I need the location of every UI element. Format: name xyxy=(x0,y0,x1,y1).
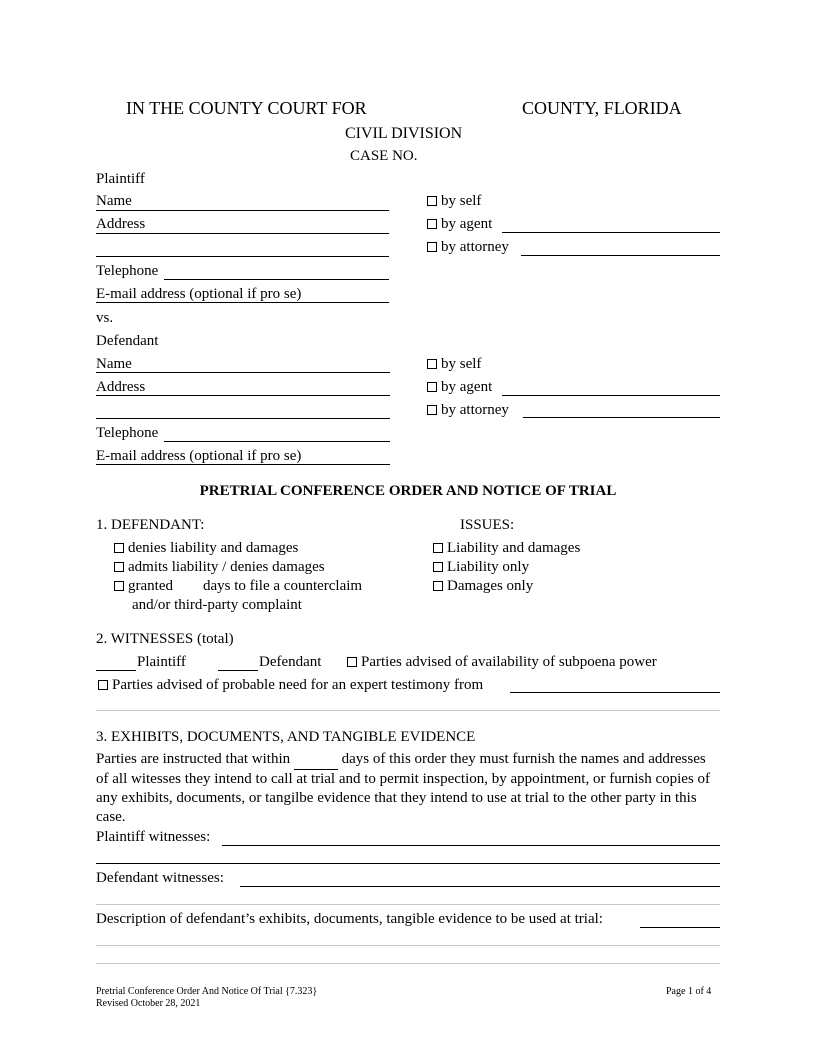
section2-heading: 2. WITNESSES (total) xyxy=(96,631,234,647)
description-field[interactable] xyxy=(640,927,720,928)
plaintiff-by-agent[interactable]: by agent xyxy=(427,216,492,233)
defendant-witnesses-field[interactable] xyxy=(240,886,720,887)
defendant-agent-field[interactable] xyxy=(502,395,720,396)
checkbox-icon[interactable] xyxy=(98,680,108,690)
defendant-by-attorney[interactable]: by attorney xyxy=(427,402,509,419)
plaintiff-telephone-label: Telephone xyxy=(96,263,159,279)
plaintiff-address-label: Address xyxy=(96,216,146,232)
plaintiff-agent-field[interactable] xyxy=(502,232,720,233)
checkbox-icon[interactable] xyxy=(427,359,437,369)
plaintiff-name-field[interactable] xyxy=(96,210,389,211)
plaintiff-email-label: E-mail address (optional if pro se) xyxy=(96,286,302,302)
defendant-witness-count-field[interactable] xyxy=(218,670,258,671)
option-granted-days-cont: and/or third-party complaint xyxy=(132,597,302,613)
defendant-email-field[interactable] xyxy=(96,464,390,465)
description-label: Description of defendant’s exhibits, documents, tangible evidence to be used at trial: xyxy=(96,911,603,927)
defendant-telephone-field[interactable] xyxy=(164,441,390,442)
plaintiff-name-label: Name xyxy=(96,193,132,209)
form-title: PRETRIAL CONFERENCE ORDER AND NOTICE OF TRIAL xyxy=(199,483,617,499)
defendant-label: Defendant xyxy=(96,333,159,349)
checkbox-icon[interactable] xyxy=(427,196,437,206)
section1-heading: 1. DEFENDANT: xyxy=(96,517,205,533)
defendant-address-label: Address xyxy=(96,379,146,395)
expert-checkbox-item[interactable]: Parties advised of probable need for an expert testimony from xyxy=(98,677,483,694)
plaintiff-email-field[interactable] xyxy=(96,302,389,303)
option-granted-days[interactable]: granted days to file a counterclaim xyxy=(114,578,362,595)
plaintiff-label: Plaintiff xyxy=(96,171,145,187)
case-number-label: CASE NO. xyxy=(350,148,418,164)
exhibits-instructions: Parties are instructed that within days of this order they must furnish the names and addresses of all witesses they intend to call at trial and to permit inspection, by appointment, or furnish copies of any exhibits, documents, or tangilbe evidence that they intend to use at trial to the other party in this case. xyxy=(96,751,711,825)
plaintiff-witnesses-field[interactable] xyxy=(222,845,720,846)
plaintiff-telephone-field[interactable] xyxy=(164,279,389,280)
plaintiff-by-attorney[interactable]: by attorney xyxy=(427,239,509,256)
defendant-witness-label: Defendant xyxy=(259,654,322,670)
checkbox-icon[interactable] xyxy=(433,562,443,572)
defendant-by-agent[interactable]: by agent xyxy=(427,379,492,396)
defendant-address-field[interactable] xyxy=(96,395,390,396)
plaintiff-by-self[interactable]: by self xyxy=(427,193,481,210)
plaintiff-witnesses-field-2[interactable] xyxy=(96,863,720,864)
section-divider xyxy=(96,710,720,711)
subpoena-checkbox-item[interactable]: Parties advised of availability of subpoena power xyxy=(347,654,657,671)
checkbox-icon[interactable] xyxy=(427,242,437,252)
checkbox-icon[interactable] xyxy=(114,543,124,553)
issue-liability-and-damages[interactable]: Liability and damages xyxy=(433,540,580,557)
defendant-name-field[interactable] xyxy=(96,372,390,373)
plaintiff-attorney-field[interactable] xyxy=(521,255,720,256)
option-denies-liability[interactable]: denies liability and damages xyxy=(114,540,298,557)
footer-revised: Revised October 28, 2021 xyxy=(96,998,201,1009)
checkbox-icon[interactable] xyxy=(433,543,443,553)
defendant-email-label: E-mail address (optional if pro se) xyxy=(96,448,302,464)
court-caption: IN THE COUNTY COURT FOR xyxy=(126,98,367,118)
days-field[interactable] xyxy=(294,750,338,770)
checkbox-icon[interactable] xyxy=(114,562,124,572)
checkbox-icon[interactable] xyxy=(114,581,124,591)
division-title: CIVIL DIVISION xyxy=(345,125,463,142)
checkbox-icon[interactable] xyxy=(433,581,443,591)
issue-damages-only[interactable]: Damages only xyxy=(433,578,533,595)
checkbox-icon[interactable] xyxy=(347,657,357,667)
issue-liability-only[interactable]: Liability only xyxy=(433,559,529,576)
plaintiff-address-field-2[interactable] xyxy=(96,256,389,257)
checkbox-icon[interactable] xyxy=(427,219,437,229)
footer-page-number: Page 1 of 4 xyxy=(666,986,712,997)
defendant-attorney-field[interactable] xyxy=(523,417,720,418)
description-field-2[interactable] xyxy=(96,945,720,946)
option-admits-liability[interactable]: admits liability / denies damages xyxy=(114,559,325,576)
defendant-telephone-label: Telephone xyxy=(96,425,159,441)
checkbox-icon[interactable] xyxy=(427,382,437,392)
defendant-by-self[interactable]: by self xyxy=(427,356,481,373)
defendant-address-field-2[interactable] xyxy=(96,418,390,419)
plaintiff-address-field[interactable] xyxy=(96,233,389,234)
defendant-witnesses-label: Defendant witnesses: xyxy=(96,870,224,886)
plaintiff-witness-label: Plaintiff xyxy=(137,654,186,670)
plaintiff-witness-count-field[interactable] xyxy=(96,670,136,671)
defendant-witnesses-field-2[interactable] xyxy=(96,904,720,905)
issues-heading: ISSUES: xyxy=(460,517,515,533)
footer-form-title: Pretrial Conference Order And Notice Of Trial {7.323} xyxy=(96,986,318,997)
versus-label: vs. xyxy=(96,310,114,326)
checkbox-icon[interactable] xyxy=(427,405,437,415)
plaintiff-witnesses-label: Plaintiff witnesses: xyxy=(96,829,211,845)
county-state: COUNTY, FLORIDA xyxy=(522,98,682,118)
section3-heading: 3. EXHIBITS, DOCUMENTS, AND TANGIBLE EVIDENCE xyxy=(96,729,476,745)
defendant-name-label: Name xyxy=(96,356,132,372)
description-field-3[interactable] xyxy=(96,963,720,964)
expert-field[interactable] xyxy=(510,692,720,693)
